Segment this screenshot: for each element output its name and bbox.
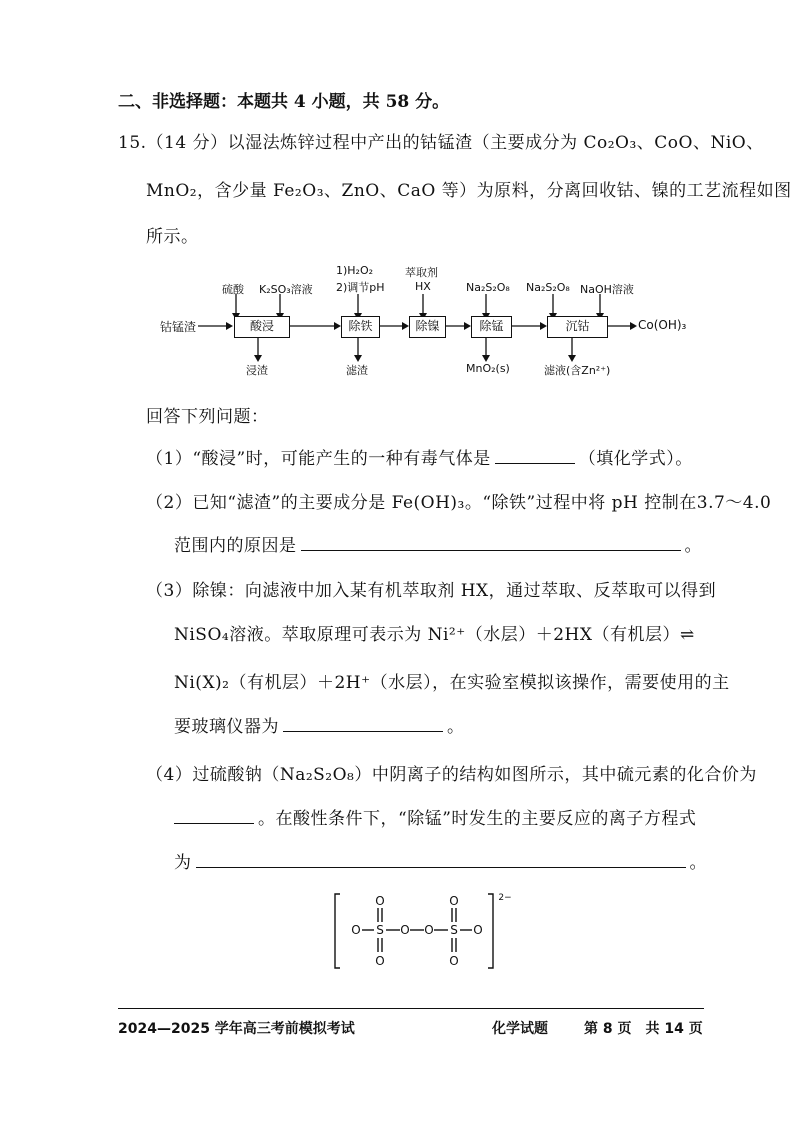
period: 。 <box>689 853 707 873</box>
question-15-line-1: 15.（14 分）以湿法炼锌过程中产出的钴锰渣（主要成分为 Co₂O₃、CoO、NiO、 <box>118 133 764 153</box>
footer-exam-name: 2024—2025 学年高三考前模拟考试 <box>118 1021 355 1037</box>
sub-question-3-line-2: NiSO₄溶液。萃取原理可表示为 Ni²⁺（水层）＋2HX（有机层）⇌ <box>174 625 695 645</box>
answer-prompt: 回答下列问题： <box>146 407 269 427</box>
sub-question-3-line-3: Ni(X)₂（有机层）＋2H⁺（水层），在实验室模拟该操作，需要使用的主 <box>174 673 730 693</box>
atom-s-2: S <box>450 923 458 937</box>
sub-question-2-text: 范围内的原因是 <box>174 536 297 556</box>
output-filtrate-zn: 滤液(含Zn²⁺) <box>544 364 611 377</box>
sub-question-1 <box>146 444 693 469</box>
persulfate-anion-structure <box>330 888 520 976</box>
sub-question-2-line-2 <box>174 531 702 556</box>
answer-blank-4[interactable] <box>174 822 254 824</box>
output-filter-residue: 滤渣 <box>346 364 368 377</box>
question-15-line-3: 所示。 <box>146 227 199 247</box>
atom-o-5: O <box>424 923 434 937</box>
box-remove-manganese: 除锰 <box>471 316 512 338</box>
answer-blank-3[interactable] <box>283 730 443 732</box>
answer-blank-5[interactable] <box>196 866 686 868</box>
sub-question-4-line-2 <box>174 804 696 829</box>
atom-o-7: O <box>449 954 459 968</box>
sub-question-4-line-3 <box>174 848 707 873</box>
atom-s-1: S <box>376 923 384 937</box>
period: 。 <box>684 536 702 556</box>
flow-arrows <box>0 0 800 400</box>
sub-question-4-text: 。在酸性条件下，“除锰”时发生的主要反应的离子方程式 <box>258 809 697 829</box>
atom-o-2: O <box>375 894 385 908</box>
reagent-h2o2: 1)H₂O₂ <box>336 264 374 277</box>
flow-start-label: 钴锰渣 <box>160 320 197 334</box>
sub-question-3-line-1: （3）除镍：向滤液中加入某有机萃取剂 HX，通过萃取、反萃取可以得到 <box>146 581 717 601</box>
sub-question-1-text: （1）“酸浸”时，可能产生的一种有毒气体是 <box>146 449 491 469</box>
reagent-na2s2o8-co: Na₂S₂O₈ <box>526 281 570 294</box>
box-precipitate-cobalt: 沉钴 <box>547 316 608 338</box>
output-mno2: MnO₂(s) <box>466 362 510 375</box>
footer-subject: 化学试题 <box>492 1021 548 1037</box>
reagent-sulfuric-acid: 硫酸 <box>222 283 244 296</box>
question-15-line-2: MnO₂，含少量 Fe₂O₃、ZnO、CaO 等）为原料，分离回收钴、镍的工艺流程如图 <box>146 181 792 201</box>
footer-page-number: 第 8 页 共 14 页 <box>584 1021 703 1037</box>
box-remove-nickel: 除镍 <box>409 316 446 338</box>
box-acid-leach: 酸浸 <box>234 316 290 338</box>
answer-blank-1[interactable] <box>495 462 575 464</box>
sub-question-4-prefix: 为 <box>174 853 192 873</box>
reagent-naoh: NaOH溶液 <box>580 283 634 296</box>
section-title: 二、非选择题：本题共 4 小题，共 58 分。 <box>118 92 450 112</box>
atom-o-4: O <box>400 923 410 937</box>
period: 。 <box>447 717 465 737</box>
output-leach-residue: 浸渣 <box>246 364 268 377</box>
sub-question-3-text: 要玻璃仪器为 <box>174 717 279 737</box>
atom-o-8: O <box>473 923 483 937</box>
atom-o-1: O <box>351 923 361 937</box>
footer-rule <box>118 1008 704 1009</box>
sub-question-3-line-4 <box>174 712 465 737</box>
reagent-k2so3: K₂SO₃溶液 <box>259 283 313 296</box>
reagent-adjust-ph: 2)调节pH <box>336 281 385 294</box>
sub-question-4-line-1: （4）过硫酸钠（Na₂S₂O₈）中阴离子的结构如图所示，其中硫元素的化合价为 <box>146 765 757 785</box>
anion-charge: 2− <box>498 893 512 903</box>
reagent-extractant: 萃取剂 <box>405 266 438 279</box>
sub-question-1-tail: （填化学式）。 <box>578 449 693 469</box>
atom-o-6: O <box>449 894 459 908</box>
reagent-hx: HX <box>415 280 431 293</box>
reagent-na2s2o8-mn: Na₂S₂O₈ <box>466 281 510 294</box>
sub-question-2-line-1: （2）已知“滤渣”的主要成分是 Fe(OH)₃。“除铁”过程中将 pH 控制在3.7～4.0 <box>146 493 772 513</box>
atom-o-3: O <box>375 954 385 968</box>
answer-blank-2[interactable] <box>301 549 681 551</box>
flow-end-label: Co(OH)₃ <box>638 318 687 332</box>
box-remove-iron: 除铁 <box>341 316 380 338</box>
